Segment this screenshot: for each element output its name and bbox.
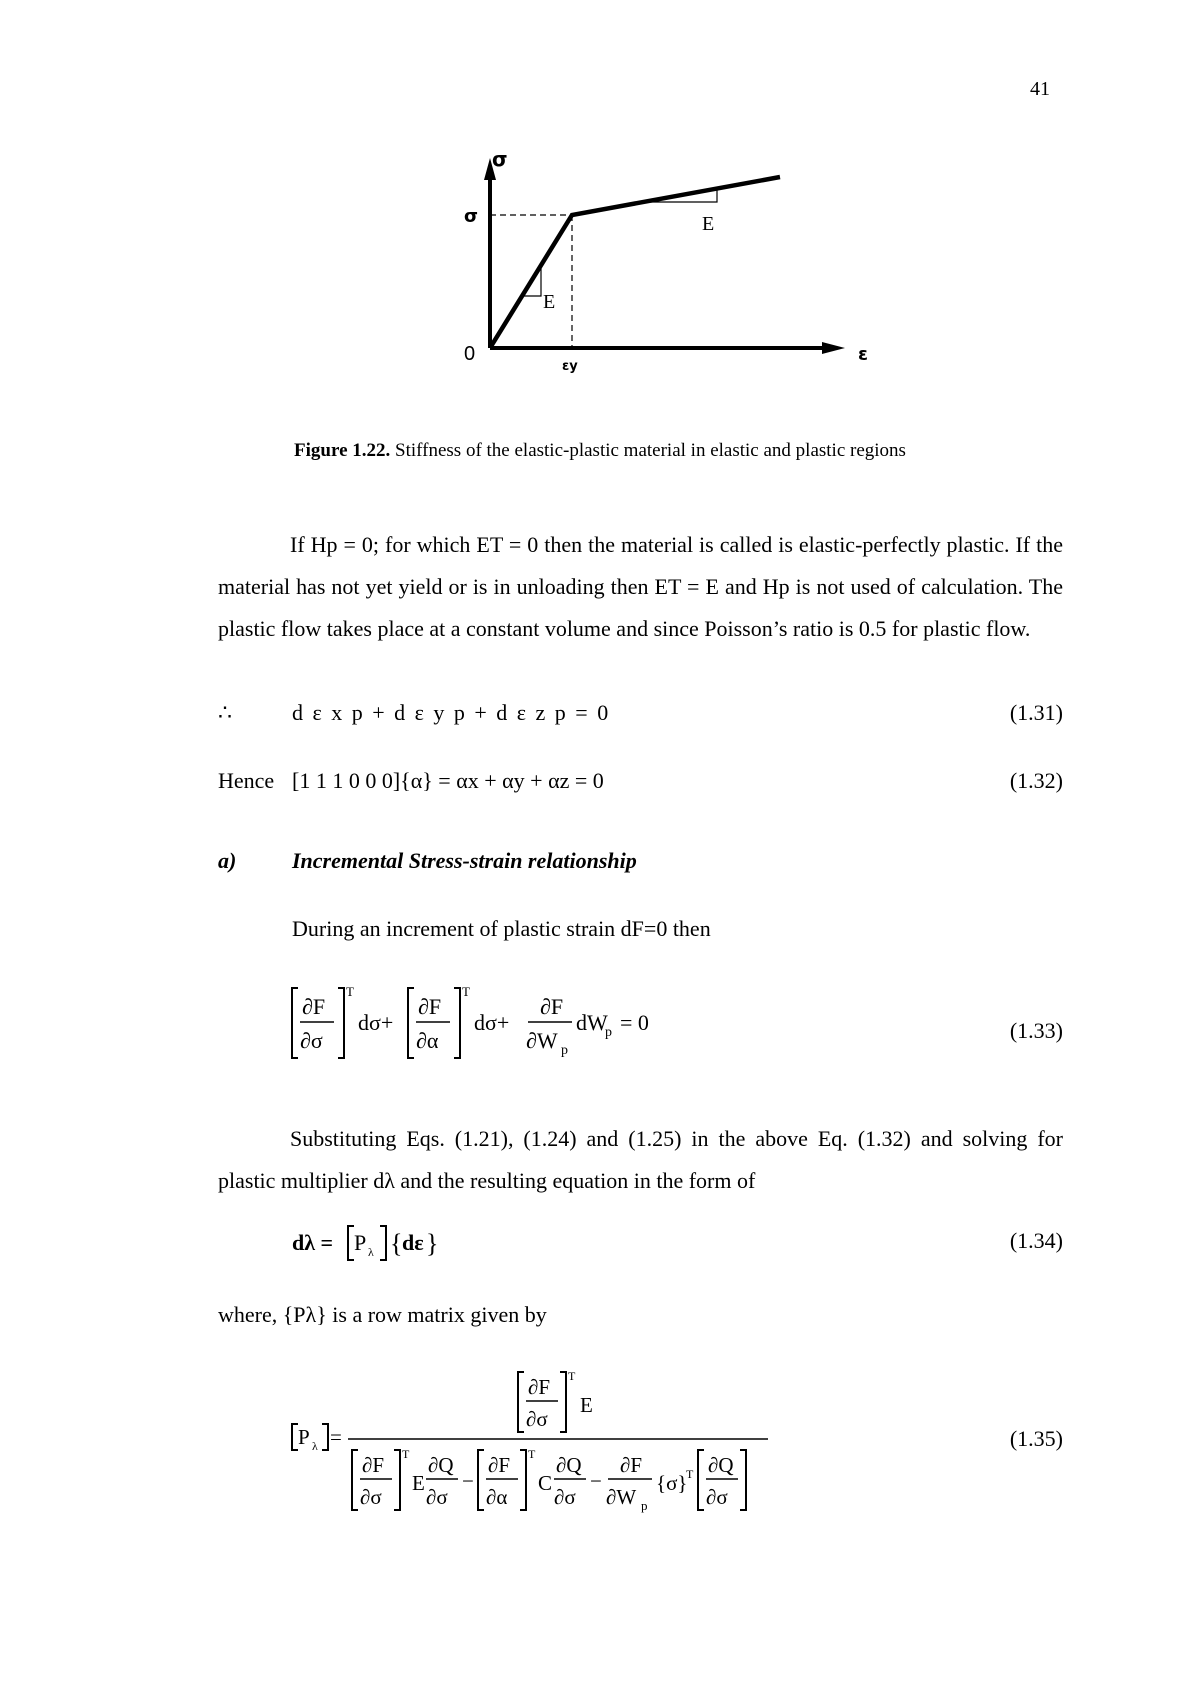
svg-text:p: p <box>605 1025 612 1040</box>
paragraph-2: During an increment of plastic strain dF=0 then <box>292 916 711 941</box>
stress-strain-curve <box>490 177 780 348</box>
svg-text:∂Q: ∂Q <box>556 1453 582 1477</box>
equation-1-34 <box>218 1228 1063 1268</box>
svg-text:T: T <box>346 984 354 999</box>
x-axis-label: ε <box>858 344 869 365</box>
svg-text:=: = <box>330 1425 342 1449</box>
x-axis-arrow <box>822 342 845 354</box>
svg-text:∂α: ∂α <box>416 1028 439 1053</box>
yield-strain-label: εy <box>562 359 578 374</box>
eq135-number: (1.35) <box>1009 1426 1063 1451</box>
yield-stress-label: σ <box>464 206 479 227</box>
eq132-body: [1 1 1 0 0 0]{α} = αx + αy + αz = 0 <box>292 768 604 793</box>
svg-text:∂α: ∂α <box>486 1485 508 1509</box>
svg-text:{σ}: {σ} <box>656 1471 688 1495</box>
svg-text:∂F: ∂F <box>302 994 326 1019</box>
page-number: 41 <box>1030 78 1050 100</box>
eq134-number: (1.34) <box>1009 1228 1063 1253</box>
equation-1-32 <box>218 768 1063 808</box>
svg-text:∂σ: ∂σ <box>526 1407 548 1431</box>
svg-text:∂W: ∂W <box>606 1485 637 1509</box>
svg-text:E: E <box>412 1471 425 1495</box>
svg-text:dW: dW <box>576 1010 608 1035</box>
paragraph-1: If Hp = 0; for which ET = 0 then the material is called is elastic-perfectly plastic. If the material has not yet yield or is in unloading then ET = E and Hp is not used of calculation. The plastic flow takes place at a constant volume and since Poisson’s ratio is 0.5 for plastic flow. <box>218 532 1063 641</box>
svg-text:∂F: ∂F <box>528 1375 551 1399</box>
eq132-number: (1.32) <box>1009 768 1063 793</box>
svg-text:∂σ: ∂σ <box>554 1485 576 1509</box>
section-label: a) <box>218 848 237 873</box>
equation-1-35 <box>218 1426 1063 1466</box>
svg-text:P: P <box>298 1425 310 1449</box>
stress-strain-figure <box>430 150 890 420</box>
svg-text:T: T <box>528 1447 536 1461</box>
svg-text:T: T <box>686 1467 694 1481</box>
plastic-slope-label: E <box>702 213 715 235</box>
therefore-symbol: ∴ <box>218 700 232 725</box>
eq131-number: (1.31) <box>1009 700 1063 725</box>
svg-text:∂σ: ∂σ <box>706 1485 728 1509</box>
figure-caption <box>0 440 1200 462</box>
svg-text:∂F: ∂F <box>362 1453 385 1477</box>
svg-text:∂W: ∂W <box>526 1028 558 1053</box>
paragraph-4: where, {Pλ} is a row matrix given by <box>218 1302 547 1327</box>
elastic-slope-label: E <box>543 291 556 313</box>
equation-1-31 <box>218 700 1063 740</box>
origin-label: 0 <box>464 343 476 365</box>
svg-text:T: T <box>402 1447 410 1461</box>
eq131-body: d ε x p + d ε y p + d ε z p = 0 <box>292 700 611 725</box>
svg-text:λ: λ <box>312 1439 318 1453</box>
svg-text:λ: λ <box>368 1245 374 1259</box>
svg-text:p: p <box>561 1043 568 1058</box>
svg-text:−: − <box>462 1469 474 1493</box>
svg-text:dσ+: dσ+ <box>474 1010 510 1035</box>
svg-text:P: P <box>354 1230 367 1255</box>
svg-text:∂F: ∂F <box>418 994 442 1019</box>
paragraph-3: Substituting Eqs. (1.21), (1.24) and (1.25) in the above Eq. (1.32) and solving for plastic multiplier dλ and the resulting equation in the form of <box>218 1126 1063 1193</box>
section-title: Incremental Stress-strain relationship <box>292 848 637 873</box>
caption-text: Stiffness of the elastic-plastic material in elastic and plastic regions <box>390 440 906 461</box>
eq133-number: (1.33) <box>1009 1018 1063 1043</box>
svg-text:E: E <box>580 1393 593 1417</box>
svg-text:T: T <box>568 1369 576 1383</box>
svg-text:dσ+: dσ+ <box>358 1010 394 1035</box>
svg-text:= 0: = 0 <box>620 1010 649 1035</box>
svg-text:dλ =: dλ = <box>292 1230 334 1255</box>
svg-text:C: C <box>538 1471 553 1495</box>
svg-text:∂F: ∂F <box>540 994 564 1019</box>
svg-text:∂σ: ∂σ <box>426 1485 448 1509</box>
svg-text:∂Q: ∂Q <box>708 1453 734 1477</box>
y-axis-label: σ <box>492 150 508 171</box>
equation-1-33 <box>218 1018 1063 1058</box>
eq132-prefix: Hence <box>218 768 275 793</box>
caption-label: Figure 1.22. <box>294 440 391 461</box>
svg-text:∂σ: ∂σ <box>300 1028 323 1053</box>
svg-text:p: p <box>641 1498 648 1513</box>
svg-text:∂σ: ∂σ <box>360 1485 382 1509</box>
svg-text:−: − <box>590 1469 602 1493</box>
svg-text:}: } <box>426 1229 439 1258</box>
svg-text:T: T <box>462 984 470 999</box>
svg-text:{: { <box>390 1229 403 1258</box>
svg-text:∂F: ∂F <box>620 1453 643 1477</box>
section-heading <box>218 848 637 874</box>
svg-text:dε: dε <box>402 1230 424 1255</box>
svg-text:∂F: ∂F <box>488 1453 511 1477</box>
svg-text:∂Q: ∂Q <box>428 1453 454 1477</box>
